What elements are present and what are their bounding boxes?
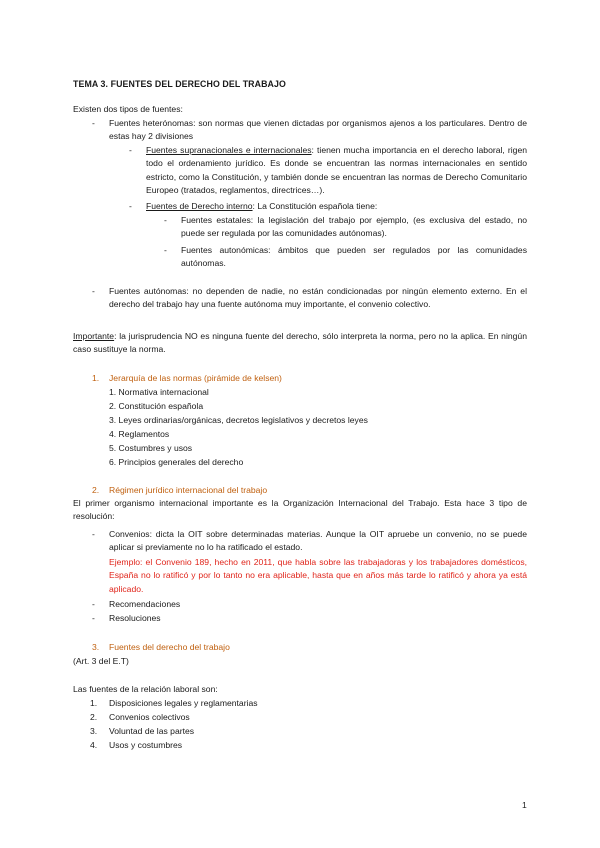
page-title: TEMA 3. FUENTES DEL DERECHO DEL TRABAJO — [73, 79, 286, 89]
bullet-dash: - — [164, 245, 167, 255]
section-3-number: 3. — [92, 642, 100, 652]
heteronomas-text: Fuentes heterónomas: son normas que vienen dictadas por organismos ajenos a los particulares. Dentro de estas hay 2 divisiones — [109, 118, 527, 142]
supranacionales-label: Fuentes supranacionales e internacionales — [146, 145, 312, 155]
list-item: Voluntad de las partes — [109, 726, 195, 736]
list-item-number: 4. — [90, 740, 98, 750]
section-2-number: 2. — [92, 485, 100, 495]
convenios-text: Convenios: dicta la OIT sobre determinadas materias. Aunque la OIT apruebe un convenio, no se puede aplicar si previamente no lo ha ratificado el estado. — [109, 529, 527, 553]
fuentes-estatales-text: Fuentes estatales: la legislación del trabajo por ejemplo, (es exclusiva del estado, no puede ser regulada por las comunidades autónomas). — [181, 215, 527, 239]
hierarchy-item: 3. Leyes ordinarias/orgánicas, decretos legislativos y decretos leyes — [109, 415, 368, 425]
bullet-dash: - — [92, 286, 95, 296]
list-item: Usos y costumbres — [109, 740, 183, 750]
bullet-dash: - — [164, 215, 167, 225]
hierarchy-item: 1. Normativa internacional — [109, 387, 209, 397]
section-2-intro: El primer organismo internacional importante es la Organización Internacional del Trabajo. Esta hace 3 tipo de resolución: — [73, 498, 527, 522]
section-1-number: 1. — [92, 373, 100, 383]
importante-label: Importante — [73, 331, 115, 341]
derecho-interno-paragraph — [146, 200, 527, 213]
section-1-title: Jerarquía de las normas (pirámide de kelsen) — [109, 373, 282, 383]
bullet-dash: - — [92, 613, 95, 623]
ejemplo-text: Ejemplo: el Convenio 189, hecho en 2011, que habla sobre las trabajadoras y los trabajadores domésticos, España no lo ratificó y por lo tanto no era aplicable, hasta que en años más tarde lo ratificó y ahora ya está aplicado. — [109, 557, 527, 594]
resoluciones-text: Resoluciones — [109, 613, 161, 623]
intro-text: Existen dos tipos de fuentes: — [73, 104, 183, 114]
bullet-dash: - — [92, 118, 95, 128]
section-3-intro: Las fuentes de la relación laboral son: — [73, 684, 218, 694]
derecho-interno-text: : La Constitución española tiene: — [252, 201, 378, 211]
derecho-interno-label: Fuentes de Derecho interno — [146, 201, 253, 211]
hierarchy-item: 5. Costumbres y usos — [109, 443, 193, 453]
bullet-dash: - — [92, 599, 95, 609]
importante-paragraph — [73, 330, 527, 357]
section-2-title: Régimen jurídico internacional del trabajo — [109, 485, 268, 495]
section-3-subtitle: (Art. 3 del E.T) — [73, 656, 129, 666]
list-item-number: 1. — [90, 698, 98, 708]
hierarchy-item: 6. Principios generales del derecho — [109, 457, 244, 467]
autonomas-text: Fuentes autónomas: no dependen de nadie, no están condicionadas por ningún elemento externo. En el derecho del trabajo hay una fuente autónoma muy importante, el convenio colectivo. — [109, 286, 527, 310]
list-item: Convenios colectivos — [109, 712, 190, 722]
list-item: Disposiciones legales y reglamentarias — [109, 698, 258, 708]
list-item-number: 2. — [90, 712, 98, 722]
page-number: 1 — [522, 800, 527, 810]
bullet-dash: - — [129, 145, 132, 155]
bullet-dash: - — [92, 529, 95, 539]
hierarchy-item: 2. Constitución española — [109, 401, 204, 411]
bullet-dash: - — [129, 201, 132, 211]
supranacionales-paragraph — [146, 144, 527, 198]
fuentes-autonomicas-text: Fuentes autonómicas: ámbitos que pueden ser regulados por las comunidades autónomas. — [181, 245, 527, 269]
hierarchy-item: 4. Reglamentos — [109, 429, 170, 439]
section-3-title: Fuentes del derecho del trabajo — [109, 642, 230, 652]
list-item-number: 3. — [90, 726, 98, 736]
recomendaciones-text: Recomendaciones — [109, 599, 181, 609]
supranacionales-text: : tienen mucha importancia en el derecho laboral, rigen todo el ordenamiento jurídico. Es donde se encuentran las normas internacionales en sentido estricto, como la Constitución, y también donde se encuentran las normas de Derecho Comunitario Europeo (tratados, reglamentos, directrices…). — [146, 145, 528, 196]
importante-text: : la jurisprudencia NO es ninguna fuente del derecho, sólo interpreta la norma, pero no la aplica. En ningún caso sustituye la norma. — [73, 331, 527, 355]
